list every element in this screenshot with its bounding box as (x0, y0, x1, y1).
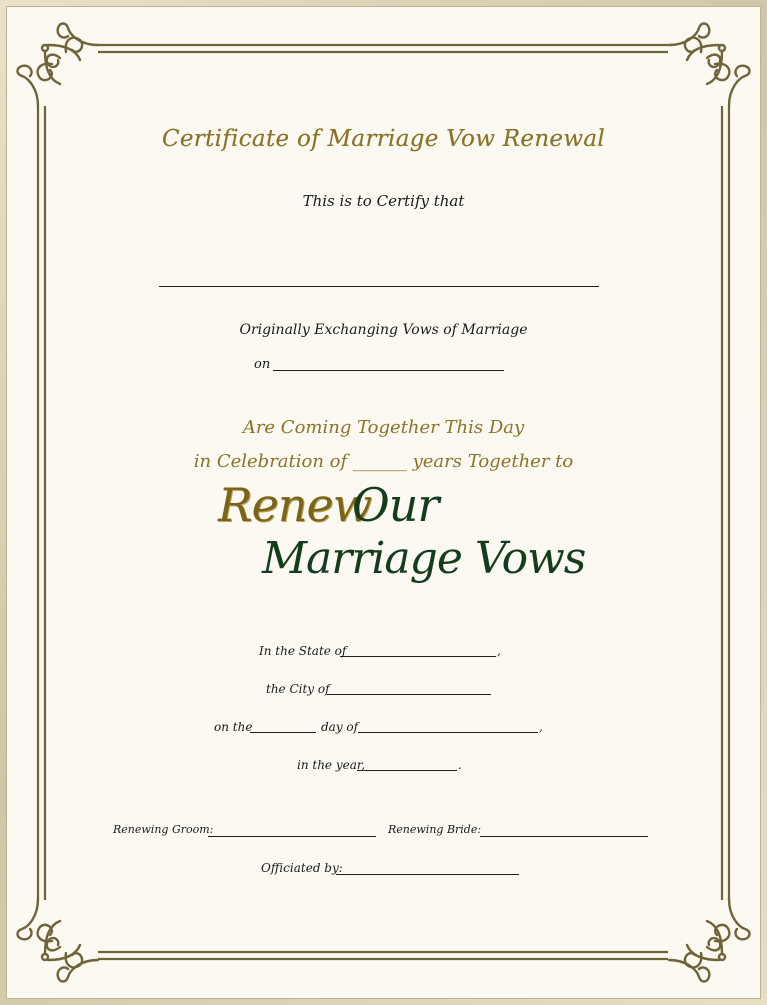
day-number-line[interactable] (250, 732, 316, 733)
certificate-title: Certificate of Marriage Vow Renewal (161, 126, 606, 152)
city-label: the City of (266, 682, 330, 696)
originally-line: Originally Exchanging Vows of Marriage (239, 322, 528, 338)
state-line[interactable] (340, 656, 496, 657)
bride-label: Renewing Bride: (388, 823, 482, 836)
corner-ornament-top-right (669, 24, 750, 107)
groom-label: Renewing Groom: (113, 823, 214, 836)
day-suffix: , (539, 720, 543, 734)
corner-ornament-bottom-left (18, 899, 99, 982)
year-line[interactable] (357, 770, 457, 771)
headline-marriage-vows: Marriage Vows (262, 533, 586, 584)
couple-names-line[interactable] (159, 286, 599, 287)
headline-renew: Renew (218, 478, 372, 532)
officiant-signature-line[interactable] (336, 874, 519, 875)
city-line[interactable] (327, 694, 491, 695)
corner-ornament-bottom-right (669, 899, 750, 982)
headline-our: Our (352, 478, 439, 532)
officiated-label: Officiated by: (261, 861, 343, 875)
corner-ornament-top-left (18, 24, 99, 107)
celebration-line: in Celebration of ______ years Together to (193, 451, 574, 472)
bride-signature-line[interactable] (480, 836, 648, 837)
day-of-label: day of (321, 720, 359, 734)
month-line[interactable] (358, 732, 538, 733)
groom-signature-line[interactable] (208, 836, 376, 837)
on-the-label: on the (214, 720, 253, 734)
state-label: In the State of (259, 644, 347, 658)
year-suffix: . (458, 758, 462, 772)
coming-together-line: Are Coming Together This Day (242, 417, 525, 438)
original-date-line[interactable] (273, 370, 504, 371)
state-suffix: , (497, 644, 501, 658)
certify-line: This is to Certify that (302, 192, 465, 210)
original-date-label: on (254, 357, 271, 372)
year-label: in the year, (297, 758, 366, 772)
